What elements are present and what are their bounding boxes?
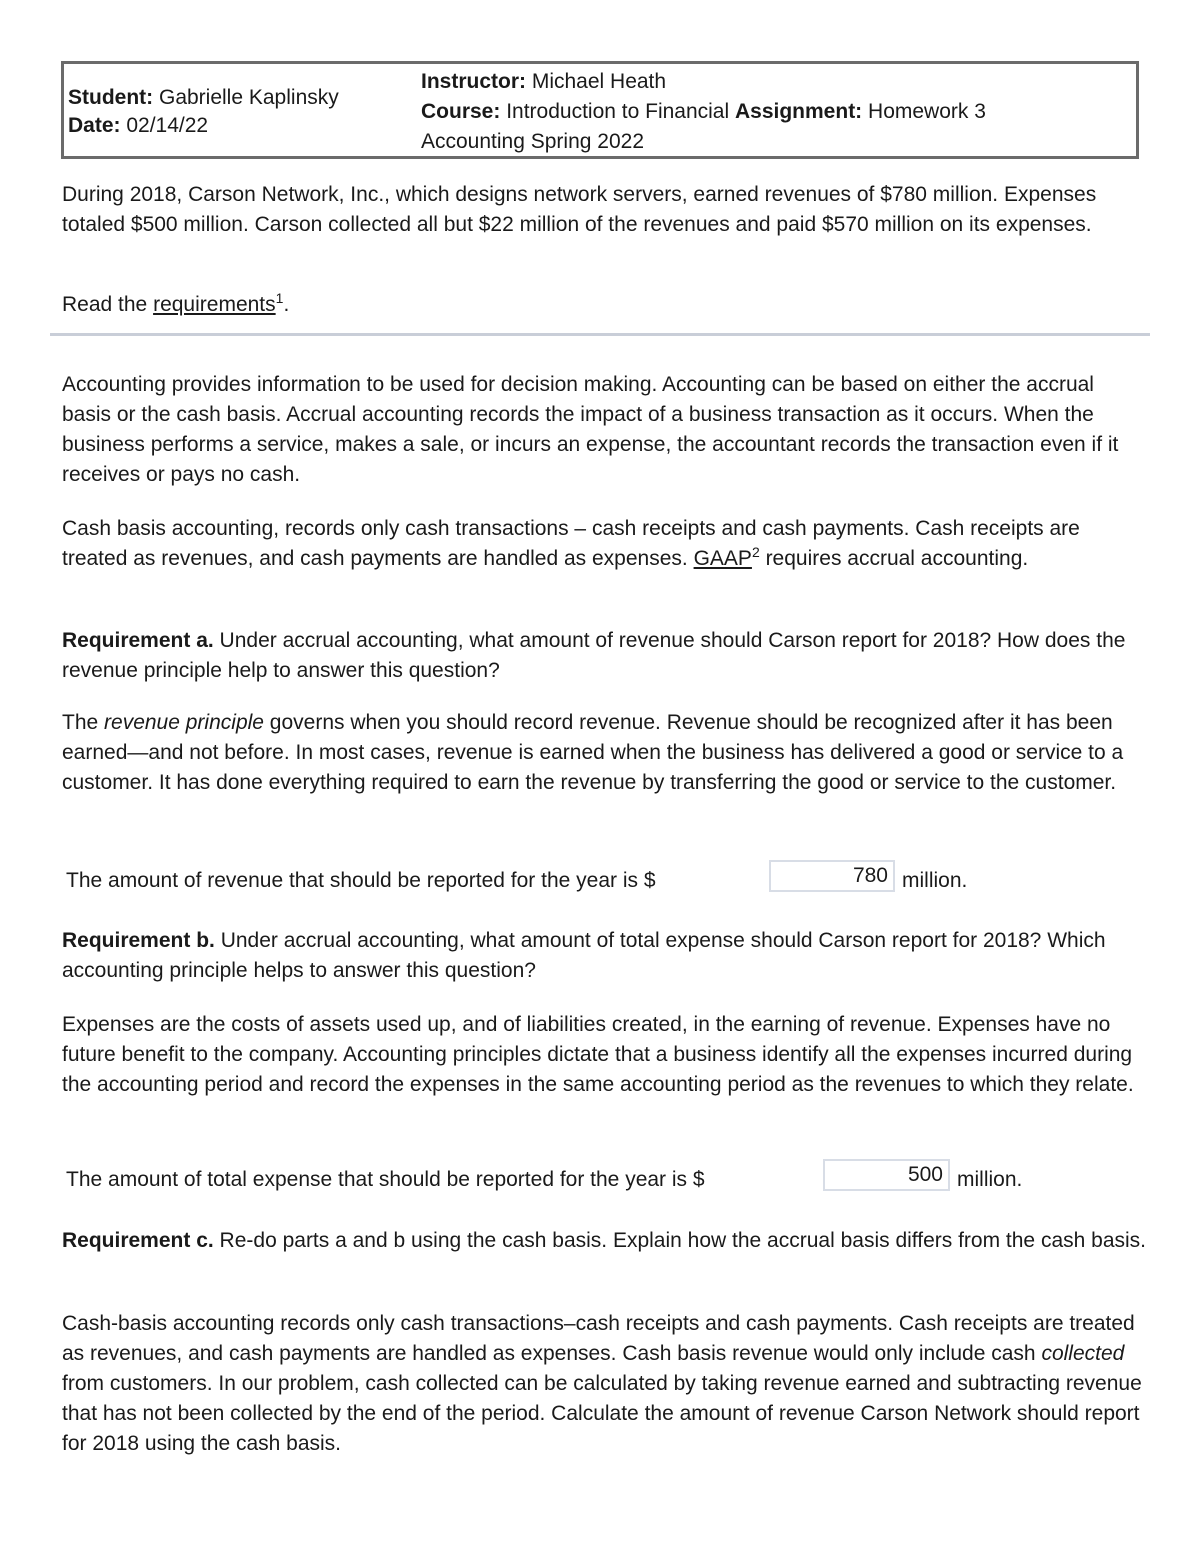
course-name-cont: Accounting Spring 2022 <box>421 130 644 153</box>
revenue-principle-term: revenue principle <box>104 711 264 734</box>
date-value: 02/14/22 <box>120 114 209 137</box>
requirement-c-text: Re-do parts a and b using the cash basis. Explain how the accrual basis differs from the cash basis. <box>213 1229 1146 1252</box>
requirement-b-label: Requirement b. <box>62 929 215 952</box>
expense-answer-prompt: The amount of total expense that should be reported for the year is $ <box>66 1168 705 1191</box>
revenue-answer-unit: million. <box>902 869 968 892</box>
requirement-b <box>62 926 1147 986</box>
instructor-name: Michael Heath <box>526 70 667 93</box>
accrual-explanation: Accounting provides information to be used for decision making. Accounting can be based on either the accrual basis or the cash basis. Accrual accounting records the impact of a business transaction as it occurs. When the business performs a service, makes a sale, or incurs an expense, the accountant records the transaction even if it receives or pays no cash. <box>62 373 1119 486</box>
student-label: Student: <box>68 86 154 109</box>
read-requirements <box>62 290 289 320</box>
requirements-link[interactable]: requirements <box>153 293 276 316</box>
assignment-name: Homework 3 <box>862 100 986 123</box>
course-name: Introduction to Financial <box>500 100 730 123</box>
revenue-answer-input[interactable]: 780 <box>769 860 895 892</box>
course-info <box>421 67 986 157</box>
requirement-a <box>62 626 1147 686</box>
requirement-c <box>62 1226 1147 1256</box>
gaap-link[interactable]: GAAP <box>693 547 752 570</box>
requirement-a-label: Requirement a. <box>62 629 214 652</box>
cash-basis-revenue-text-end: from customers. In our problem, cash collected can be calculated by taking revenue earned and subtracting revenue that has not been collected by the end of the period. Calculate the amount of revenue Carson Network should report for 2018 using the cash basis. <box>62 1372 1142 1455</box>
section-divider <box>50 333 1150 336</box>
footnote-1: 1 <box>275 290 284 306</box>
requirement-a-text: Under accrual accounting, what amount of revenue should Carson report for 2018? How does the revenue principle help to answer this question? <box>62 629 1126 682</box>
requirement-c-label: Requirement c. <box>62 1229 214 1252</box>
cash-basis-revenue-explanation <box>62 1309 1147 1459</box>
cash-basis-text-end: requires accrual accounting. <box>759 547 1029 570</box>
collected-term: collected <box>1041 1342 1125 1365</box>
read-suffix: . <box>283 293 290 316</box>
revenue-principle-text: governs when you should record revenue. Revenue should be recognized after it has been earned—and not before. In most cases, revenue is earned when the business has delivered a good or service to a customer. It has done everything required to earn the revenue by transferring the good or service to the customer. <box>62 711 1124 794</box>
expense-answer-input[interactable]: 500 <box>823 1159 950 1191</box>
date-label: Date: <box>68 114 121 137</box>
revenue-principle-lead: The <box>62 711 105 734</box>
student-info <box>68 84 339 140</box>
problem-statement: During 2018, Carson Network, Inc., which designs network servers, earned revenues of $780 million. Expenses totaled $500 million. Carson collected all but $22 million of the revenues and paid $570 million on its expenses. <box>62 183 1097 236</box>
cash-basis-revenue-text: Cash-basis accounting records only cash transactions–cash receipts and cash payments. Cash receipts are treated as revenues, and cash payments are handled as expenses. Cash basis revenue would only include cash <box>62 1312 1135 1365</box>
assignment-header <box>61 61 1139 159</box>
footnote-2: 2 <box>751 544 760 560</box>
expense-explanation: Expenses are the costs of assets used up, and of liabilities created, in the earning of revenue. Expenses have no future benefit to the company. Accounting principles dictate that a business identify all the expenses incurred during the accounting period and record the expenses in the same accounting period as the revenues to which they relate. <box>62 1013 1134 1096</box>
course-label: Course: <box>421 100 501 123</box>
expense-answer-unit: million. <box>957 1168 1023 1191</box>
cash-basis-text: Cash basis accounting, records only cash transactions – cash receipts and cash payments. Cash receipts are treated as revenues, and cash payments are handled as expenses. <box>62 517 1080 570</box>
student-name: Gabrielle Kaplinsky <box>153 86 339 109</box>
requirement-b-text: Under accrual accounting, what amount of total expense should Carson report for 2018? Which accounting principle helps to answer this question? <box>62 929 1106 982</box>
instructor-label: Instructor: <box>421 70 526 93</box>
assignment-label: Assignment: <box>735 100 863 123</box>
read-prefix: Read the <box>62 293 154 316</box>
revenue-principle-explanation <box>62 708 1147 798</box>
revenue-answer-prompt: The amount of revenue that should be reported for the year is $ <box>66 869 656 892</box>
cash-basis-explanation <box>62 514 1147 574</box>
